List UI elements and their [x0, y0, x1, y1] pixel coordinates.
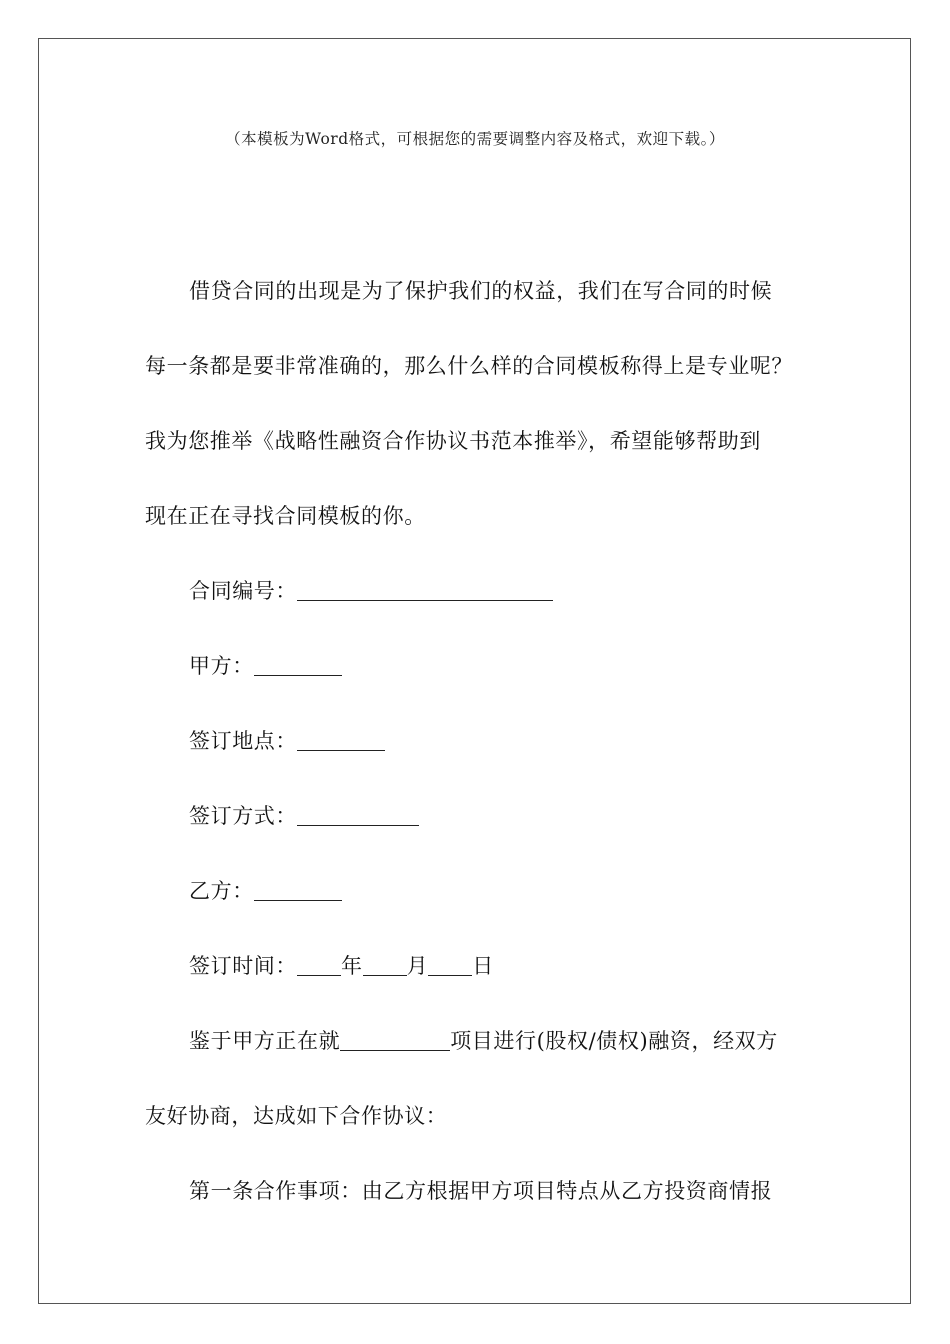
year-label: 年 [341, 954, 363, 978]
sign-method-label: 签订方式： [189, 804, 297, 828]
party-a-row [189, 650, 342, 680]
party-b-row [189, 875, 342, 905]
whereas-start: 鉴于甲方正在就 [189, 1029, 341, 1053]
party-a-label: 甲方： [189, 654, 254, 678]
sign-method-blank [297, 805, 419, 826]
contract-number-blank [297, 580, 553, 601]
sign-time-label: 签订时间： [189, 954, 297, 978]
contract-number-row [189, 575, 553, 605]
whereas-end: 项目进行(股权/债权)融资，经双方 [450, 1029, 778, 1053]
sign-time-row [189, 950, 494, 980]
intro-line-1: 借贷合同的出现是为了保护我们的权益，我们在写合同的时候 [189, 279, 773, 303]
whereas-line-1 [189, 1025, 778, 1055]
intro-line-4: 现在正在寻找合同模板的你。 [145, 504, 426, 528]
project-blank [340, 1030, 450, 1051]
month-blank [363, 955, 407, 976]
contract-number-label: 合同编号： [189, 579, 297, 603]
sign-method-row [189, 800, 419, 830]
day-blank [428, 955, 472, 976]
intro-line-2: 每一条都是要非常准确的，那么什么样的合同模板称得上是专业呢？ [145, 354, 793, 378]
sign-place-row [189, 725, 385, 755]
party-b-blank [254, 880, 342, 901]
party-b-label: 乙方： [189, 879, 254, 903]
year-blank [297, 955, 341, 976]
whereas-line-2: 友好协商，达成如下合作协议： [145, 1104, 448, 1128]
sign-place-label: 签订地点： [189, 729, 297, 753]
article-1: 第一条合作事项：由乙方根据甲方项目特点从乙方投资商情报 [189, 1179, 773, 1203]
month-label: 月 [406, 954, 429, 978]
day-label: 日 [472, 954, 494, 978]
sign-place-blank [297, 730, 385, 751]
party-a-blank [254, 655, 342, 676]
intro-line-3: 我为您推举《战略性融资合作协议书范本推举》，希望能够帮助到 [145, 429, 761, 453]
template-note: （本模板为Word格式，可根据您的需要调整内容及格式，欢迎下载。） [225, 130, 725, 148]
